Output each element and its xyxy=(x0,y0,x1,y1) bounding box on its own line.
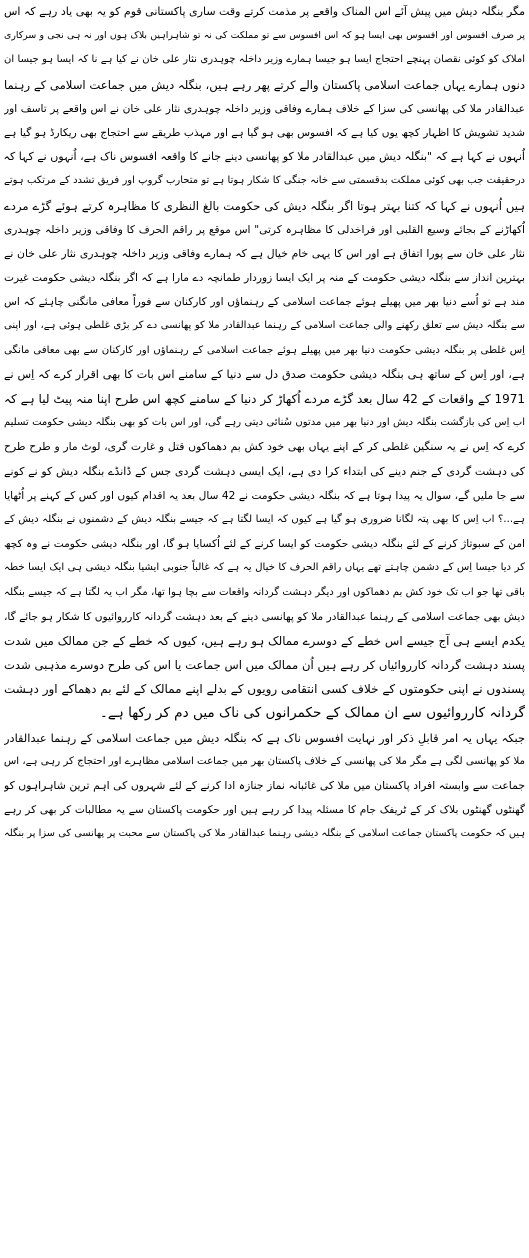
text-line: دیش بھی جماعت اسلامی کے رہنما عبدالقادر ملا کو پھانسی دینے کے بعد دہشت گردانہ کارروائیوں کا شکار ہو جائے گا، xyxy=(4,610,525,623)
text-line: کی دہشت گردی کے جنم دینے کی ابتداء کرا دی ہے، ایک ایسی دہشت گردی جس کے ڈانڈے بنگلہ دیش کو نے کونے xyxy=(4,464,525,478)
text-line: 1971 کے واقعات کے 42 سال بعد گڑے مردے اُکھاڑ کر دنیا کے سامنے کچھ اس طرح اپنا منہ پیٹ لیا ہے کہ xyxy=(4,392,525,406)
paragraph-1 xyxy=(4,0,525,726)
text-line: امن کے سبوتاژ کرنے کے لئے بنگلہ دیشی حکومت کو ایسا کرنے کے لئے اُکسایا ہو گا، اور بنگلہ دیشی حکومت نے وہ کچھ xyxy=(4,538,525,551)
text-line: کرے کہ اِس نے یہ سنگین غلطی کر کے اپنے یہاں بھی خود کش بم دھماکوں قتل و غارت گری، لوٹ مار و طرح طرح xyxy=(4,440,525,454)
text-line: یکدم ایسے ہی آج جیسے اس خطے کے دوسرے ممالک ہو رہے ہیں، کیوں کہ خطے کے جن ممالک میں شدت xyxy=(4,633,525,648)
text-line: نثار علی خان سے پورا اتفاق ہے اور اس کا یہی خام خیال ہے کہ ہمارے وفاقی وزیر داخلہ چوہدری نثار علی خان نے xyxy=(4,246,525,260)
text-line: ہیں کہ حکومت پاکستان جماعت اسلامی کے بنگلہ دیشی رہنما عبدالقادر ملا کی پاکستان سے محبت پر پھانسی کی سزا پر بنگلہ xyxy=(4,828,525,840)
text-line: ہے...؟ اب اِس کا بھی پتہ لگانا ضروری ہو گیا ہے کیوں کہ ایسا لگتا ہے کہ جیسے بنگلہ دیش کے دشمنوں نے بنگلہ دیش کے xyxy=(4,513,525,525)
text-line: ملا کو پھانسی لگی ہے مگر ملا کی پھانسی کے خلاف پاکستان بھر میں جماعت اسلامی مظاہرے اور احتجاج کر رہی ہے، اس xyxy=(4,755,525,767)
text-line: اُنہوں نے کہا ہے کہ "بنگلہ دیش میں عبدالقادر ملا کو پھانسی دینے جانے کا واقعہ افسوس ناک ہے، اُنہوں نے کہا کہ xyxy=(4,150,525,164)
text-line: پسند دہشت گردانہ کارروائیاں کر رہے ہیں اُن ممالک میں اس جماعت یا اس کی طرح دوسرے مذہبی شدت xyxy=(4,658,525,673)
text-line: کر دیا جیسا اِس کے دشمن چاہتے تھے یہاں راقم الحرف کا خیال یہ ہے کہ غالباً جنوبی ایشیا بنگلہ دیشی ہی ایک ایسا خطہ xyxy=(4,562,525,574)
text-line: پر صرف افسوس اور افسوس بھی ایسا ہو کہ اس افسوس سے تو مملکت کی نہ تو شاہراہیں بلاک ہوں اور نہ ہی نجی و سرکاری xyxy=(4,30,525,42)
text-line: باقی تھا جو اب تک خود کش بم دھماکوں اور دیگر دہشت گردانہ واقعات سے بچا ہوا تھا، مگر اب یہ لگتا ہے کہ جیسے بنگلہ xyxy=(4,586,525,598)
text-line: جماعت سے وابستہ افراد پاکستان میں ملا کی غائبانہ نماز جنازہ ادا کرنے کے لئے شہروں کی اہم ترین شاہراہوں کو xyxy=(4,779,525,792)
text-line: بہترین انداز سے بنگلہ دیشی حکومت کے منہ پر ایک ایسا زوردار طمانچہ دے مارا ہے کہ اگر بنگلہ دیشی حکومت غیرت xyxy=(4,272,525,285)
text-line: گھنٹوں گھنٹوں بلاک کر کے ٹریفک جام کا مسئلہ پیدا کر رہے ہیں اور حکومت پاکستان سے یہ مطالبات کر بھی کر رہے xyxy=(4,804,525,817)
text-line: املاک کو کوئی نقصان پہنچے احتجاج ایسا ہو جیسا ہمارے وزیر داخلہ چوہدری نثار علی خان نے کیا ہے نا کہ ایسا ہو جیسا ان xyxy=(4,54,525,66)
text-line: دنوں ہمارے یہاں جماعت اسلامی پاکستان والے کرتے پھر رہے ہیں، بنگلہ دیش میں جماعت اسلامی کے رہنما xyxy=(4,77,525,92)
text-line: اُکھاڑنے کے بجائے وسیع القلبی اور فراخدلی کا مظاہرہ کرتی" اس موقع پر راقم الحرف کا وفاقی وزیر داخلہ چوہدری xyxy=(4,223,525,236)
text-line: اِس غلطی پر بنگلہ دیشی حکومت دنیا بھر میں پھیلے ہوئے جماعت اسلامی کے رہنماؤں اور کارکنان سے بھی معافی مانگی xyxy=(4,344,525,356)
text-line: عبدالقادر ملا کی پھانسی کی سزا کے خلاف ہمارے وفاقی وزیر داخلہ چوہدری نثار علی خان نے اس واقعے پر تاسف اور xyxy=(4,102,525,115)
text-line: گردانہ کارروائیوں سے ان ممالک کے حکمرانوں کی ناک میں دم کر رکھا ہے۔ xyxy=(99,705,525,722)
text-line: مگر بنگلہ دیش میں پیش آئے اس المناک واقعے پر مذمت کرتے وقت ساری پاکستانی قوم کو یہ بھی یاد رہے کہ اس xyxy=(4,5,525,18)
text-line: ہیں اُنہوں نے کہا کہ کتنا بہتر ہوتا اگر بنگلہ دیش کی حکومت بالغ النظری کا مظاہرہ کرتے ہوئے گڑے مردے xyxy=(4,198,525,213)
text-line: مند ہے تو اُسے دنیا بھر میں پھیلے ہوئے جماعت اسلامی کے رہنماؤں اور کارکنان سے فوراً معافی مانگنی چاہئے کہ اس xyxy=(4,296,525,309)
text-line: پسندوں نے اپنی حکومتوں کے خلاف کسی انتقامی رویوں کے بدلے اپنے ممالک کے لئے بم دھماکے اور دہشت xyxy=(4,682,525,697)
text-line: سے جا ملیں گے، سوال یہ پیدا ہوتا ہے کہ بنگلہ دیشی حکومت نے 42 سال بعد یہ اقدام کیوں اور کس کے کہنے پر اُٹھایا xyxy=(4,489,525,502)
text-line: درحقیقت جب بھی کوئی مملکت بدقسمتی سے خانہ جنگی کا شکار ہوتا ہے تو متحارب گروپ اور فریق تشدد کے مرتکب ہوتے xyxy=(4,175,525,187)
text-line: جبکہ یہاں یہ امر قابلِ ذکر اور نہایت افسوس ناک ہے کہ بنگلہ دیش میں جماعت اسلامی کے رہنما عبدالقادر xyxy=(4,730,525,745)
text-line: ہے، اور اِس کے ساتھ ہی بنگلہ دیشی حکومت صدق دل سے دنیا کے سامنے اس بات کا بھی اقرار کرے کہ اِس نے xyxy=(4,367,525,381)
paragraph-2 xyxy=(4,726,525,847)
text-line: اب اِس کی بازگشت بنگلہ دیش اور دنیا بھر میں مدتوں سُنائی دیتی رہے گی، اور اس بات کو بھی بنگلہ دیشی حکومت تسلیم xyxy=(4,417,525,429)
text-line: شدید تشویش کا اظہار کچھ یوں کیا ہے کہ افسوس بھی ہو گیا ہے اور مہذب طریقے سے احتجاج بھی ریکارڈ ہو گیا ہے xyxy=(4,126,525,139)
text-line: سے بنگلہ دیش سے تعلق رکھنے والی جماعت اسلامی کے رہنما عبدالقادر ملا کو پھانسی دے کر بڑی غلطی ہوئی ہے، اور اپنی xyxy=(4,320,525,332)
